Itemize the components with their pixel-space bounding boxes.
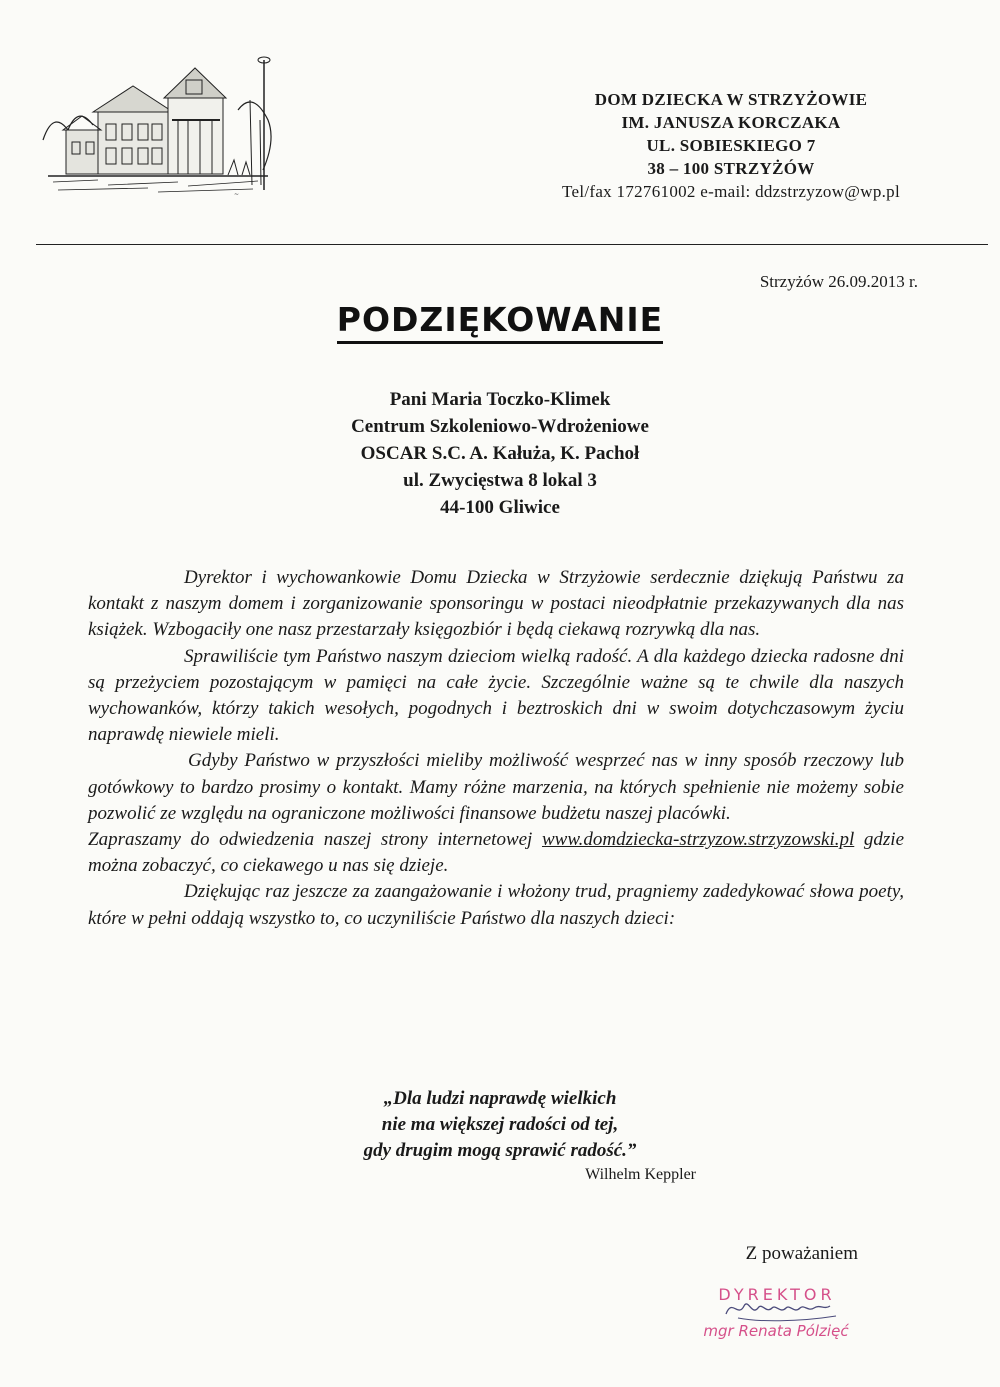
body-paragraph-2: Sprawiliście tym Państwo naszym dzieciom wielką radość. A dla każdego dziecka radosne dni są przeżyciem pozostającym w pamięci na całe życie. Szczególnie ważne są te chwile dla naszych wychowanków, którzy takich wesołych, pogodnych i beztroskich dni w swoim dotychczasowym życiu naprawdę niewiele mieli. [88,645,904,746]
website-link[interactable]: www.domdziecka-strzyzow.strzyzowski.pl [541,829,855,851]
building-illustration [38,50,278,198]
quote-line-3: gdy drugim mogą sprawić radość.” [363,1140,637,1161]
body-paragraph-5: Dziękując raz jeszcze za zaangażowanie i włożony trud, pragniemy zadedykować słowa poety, które w pełni oddają wszystko to, co uczyniliście Państwo dla naszych dzieci: [88,881,904,929]
body-paragraph-4-end: gdzie można zobaczyć, co ciekawego u nas się dzieje. [88,829,905,877]
letter-date: Strzyżów 26.09.2013 r. [759,272,918,291]
institution-patron: IM. JANUSZA KORCZAKA [621,113,841,132]
letter-body [88,565,904,932]
letter-title [300,300,700,339]
institution-name: DOM DZIECKA W STRZYŻOWIE [594,90,868,109]
recipient-company: Centrum Szkoleniowo-Wdrożeniowe [351,416,649,437]
stamp-title: DYREKTOR [718,1285,836,1304]
quote-line-1: „Dla ludzi naprawdę wielkich [383,1088,617,1109]
institution-contact: Tel/fax 172761002 e-mail: ddzstrzyzow@wp.pl [561,182,900,201]
body-paragraph-3: Gdyby Państwo w przyszłości mieliby możliwość wesprzeć nas w inny sposób rzeczowy lub gotówkowy to bardzo prosimy o kontakt. Mamy różne marzenia, na których spełnienie nie możemy sobie pozwolić ze względu na ograniczone możliwości finansowe budżetu naszej placówki. [88,750,904,824]
institution-city: 38 – 100 STRZYŻÓW [647,159,815,178]
closing-salutation: Z poważaniem [745,1243,858,1264]
body-paragraph-4-start: Zapraszamy do odwiedzenia naszej strony internetowej [88,829,542,851]
quote-line-2: nie ma większej radości od tej, [381,1114,619,1135]
recipient-name: Pani Maria Toczko-Klimek [389,389,611,410]
header-divider [36,244,988,245]
recipient-company-owners: OSCAR S.C. A. Kałuża, K. Pachoł [360,443,640,464]
quote-author: Wilhelm Keppler [585,1166,696,1183]
letter-title-text: PODZIĘKOWANIE [337,300,663,344]
body-paragraph-1: Dyrektor i wychowankowie Domu Dziecka w Strzyżowie serdecznie dziękują Państwu za kontakt z naszym domem i zorganizowanie sponsoringu w postaci nieodpłatnie przekazywanych dla nas książek. Wzbogaciły one nasz przestarzały księgozbiór i będą ciekawą rozrywką dla nas. [88,567,904,641]
institution-address [520,88,942,203]
recipient-street: ul. Zwycięstwa 8 lokal 3 [403,470,597,491]
poem-quote [300,1086,700,1164]
institution-street: UL. SOBIESKIEGO 7 [646,136,816,155]
stamp-name: mgr Renata Pólzięć [703,1322,849,1340]
recipient-city: 44-100 Gliwice [440,497,560,518]
body-paragraph-4 [88,827,904,879]
recipient-block [250,386,750,521]
svg-text:~: ~ [234,191,240,198]
